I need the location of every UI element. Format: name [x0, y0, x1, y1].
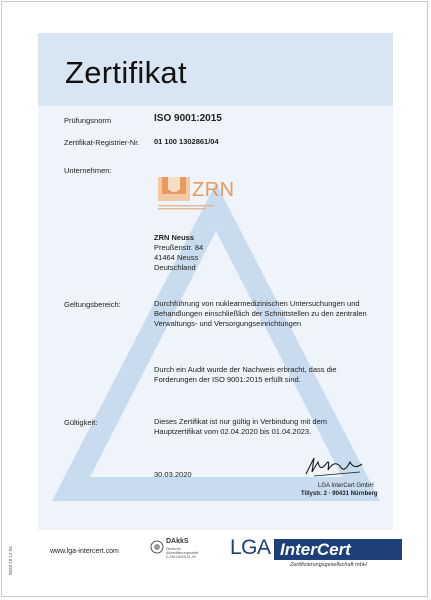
- registrier-label: Zertifikat-Registrier-Nr.: [64, 138, 140, 147]
- dakks-line: Akkreditierungsstelle: [166, 551, 199, 555]
- issuer-address: Tillystr. 2 · 90431 Nürnberg: [301, 491, 378, 497]
- dakks-name: DAkkS: [166, 538, 189, 545]
- dakks-line: Deutsche: [166, 547, 181, 551]
- dakks-line: D-ZM-16029-01-00: [166, 555, 196, 559]
- geltungsbereich-label: Geltungsbereich:: [64, 300, 121, 309]
- lga-brand: LGA: [230, 536, 271, 559]
- unternehmen-label: Unternehmen:: [64, 166, 112, 175]
- website-link[interactable]: www.lga-intercert.com: [50, 548, 119, 555]
- dakks-details: [166, 547, 198, 559]
- company-street: Preußenstr. 84: [154, 243, 204, 252]
- geltungsbereich-text: [154, 299, 367, 329]
- lga-intercert-logo: [230, 536, 402, 568]
- side-code: 0028 18 12 04: [8, 546, 13, 575]
- audit-line: Forderungen der ISO 9001:2015 erfüllt sind.: [154, 375, 301, 384]
- logo-tagline-icon: [158, 204, 248, 210]
- audit-text: [154, 365, 337, 385]
- logo-text: ZRN: [192, 179, 235, 201]
- intercert-band: [274, 539, 402, 560]
- scope-line: Behandlungen einschließlich der Schnittstellen zu den zentralen: [154, 309, 367, 318]
- intercert-brand: InterCert: [280, 540, 351, 559]
- audit-line: Durch ein Audit wurde der Nachweis erbracht, dass die: [154, 365, 337, 374]
- validity-line: Hauptzertifikat vom 02.04.2020 bis 01.04.2023.: [154, 427, 312, 436]
- dakks-logo: [150, 536, 220, 562]
- validity-line: Dieses Zertifikat ist nur gültig in Verbindung mit dem: [154, 417, 327, 426]
- company-city: 41464 Neuss: [154, 253, 199, 262]
- company-country: Deutschland: [154, 263, 196, 272]
- dakks-emblem-icon: [150, 540, 164, 554]
- pruefungsnorm-value: ISO 9001:2015: [154, 113, 222, 124]
- registrier-value: 01 100 1302861/04: [154, 137, 219, 146]
- scope-line: Verwaltungs- und Versorgungseinrichtungen: [154, 319, 302, 328]
- scope-line: Durchführung von nuklearmedizinischen Untersuchungen und: [154, 299, 360, 308]
- company-address: [154, 233, 203, 273]
- gueltigkeit-label: Gültigkeit:: [64, 418, 98, 427]
- issue-date: 30.03.2020: [154, 470, 192, 479]
- issuer-name: LGA InterCert GmbH: [318, 483, 374, 489]
- certificate-title: Zertifikat: [65, 55, 187, 90]
- pruefungsnorm-label: Prüfungsnorm: [64, 116, 112, 125]
- company-name: ZRN Neuss: [154, 233, 195, 242]
- gueltigkeit-text: [154, 417, 327, 437]
- zrn-logo-icon: [158, 177, 190, 201]
- intercert-tagline: Zertifizierungsgesellschaft mbH: [290, 562, 367, 568]
- company-logo: [158, 177, 248, 211]
- signature-icon: [300, 452, 370, 480]
